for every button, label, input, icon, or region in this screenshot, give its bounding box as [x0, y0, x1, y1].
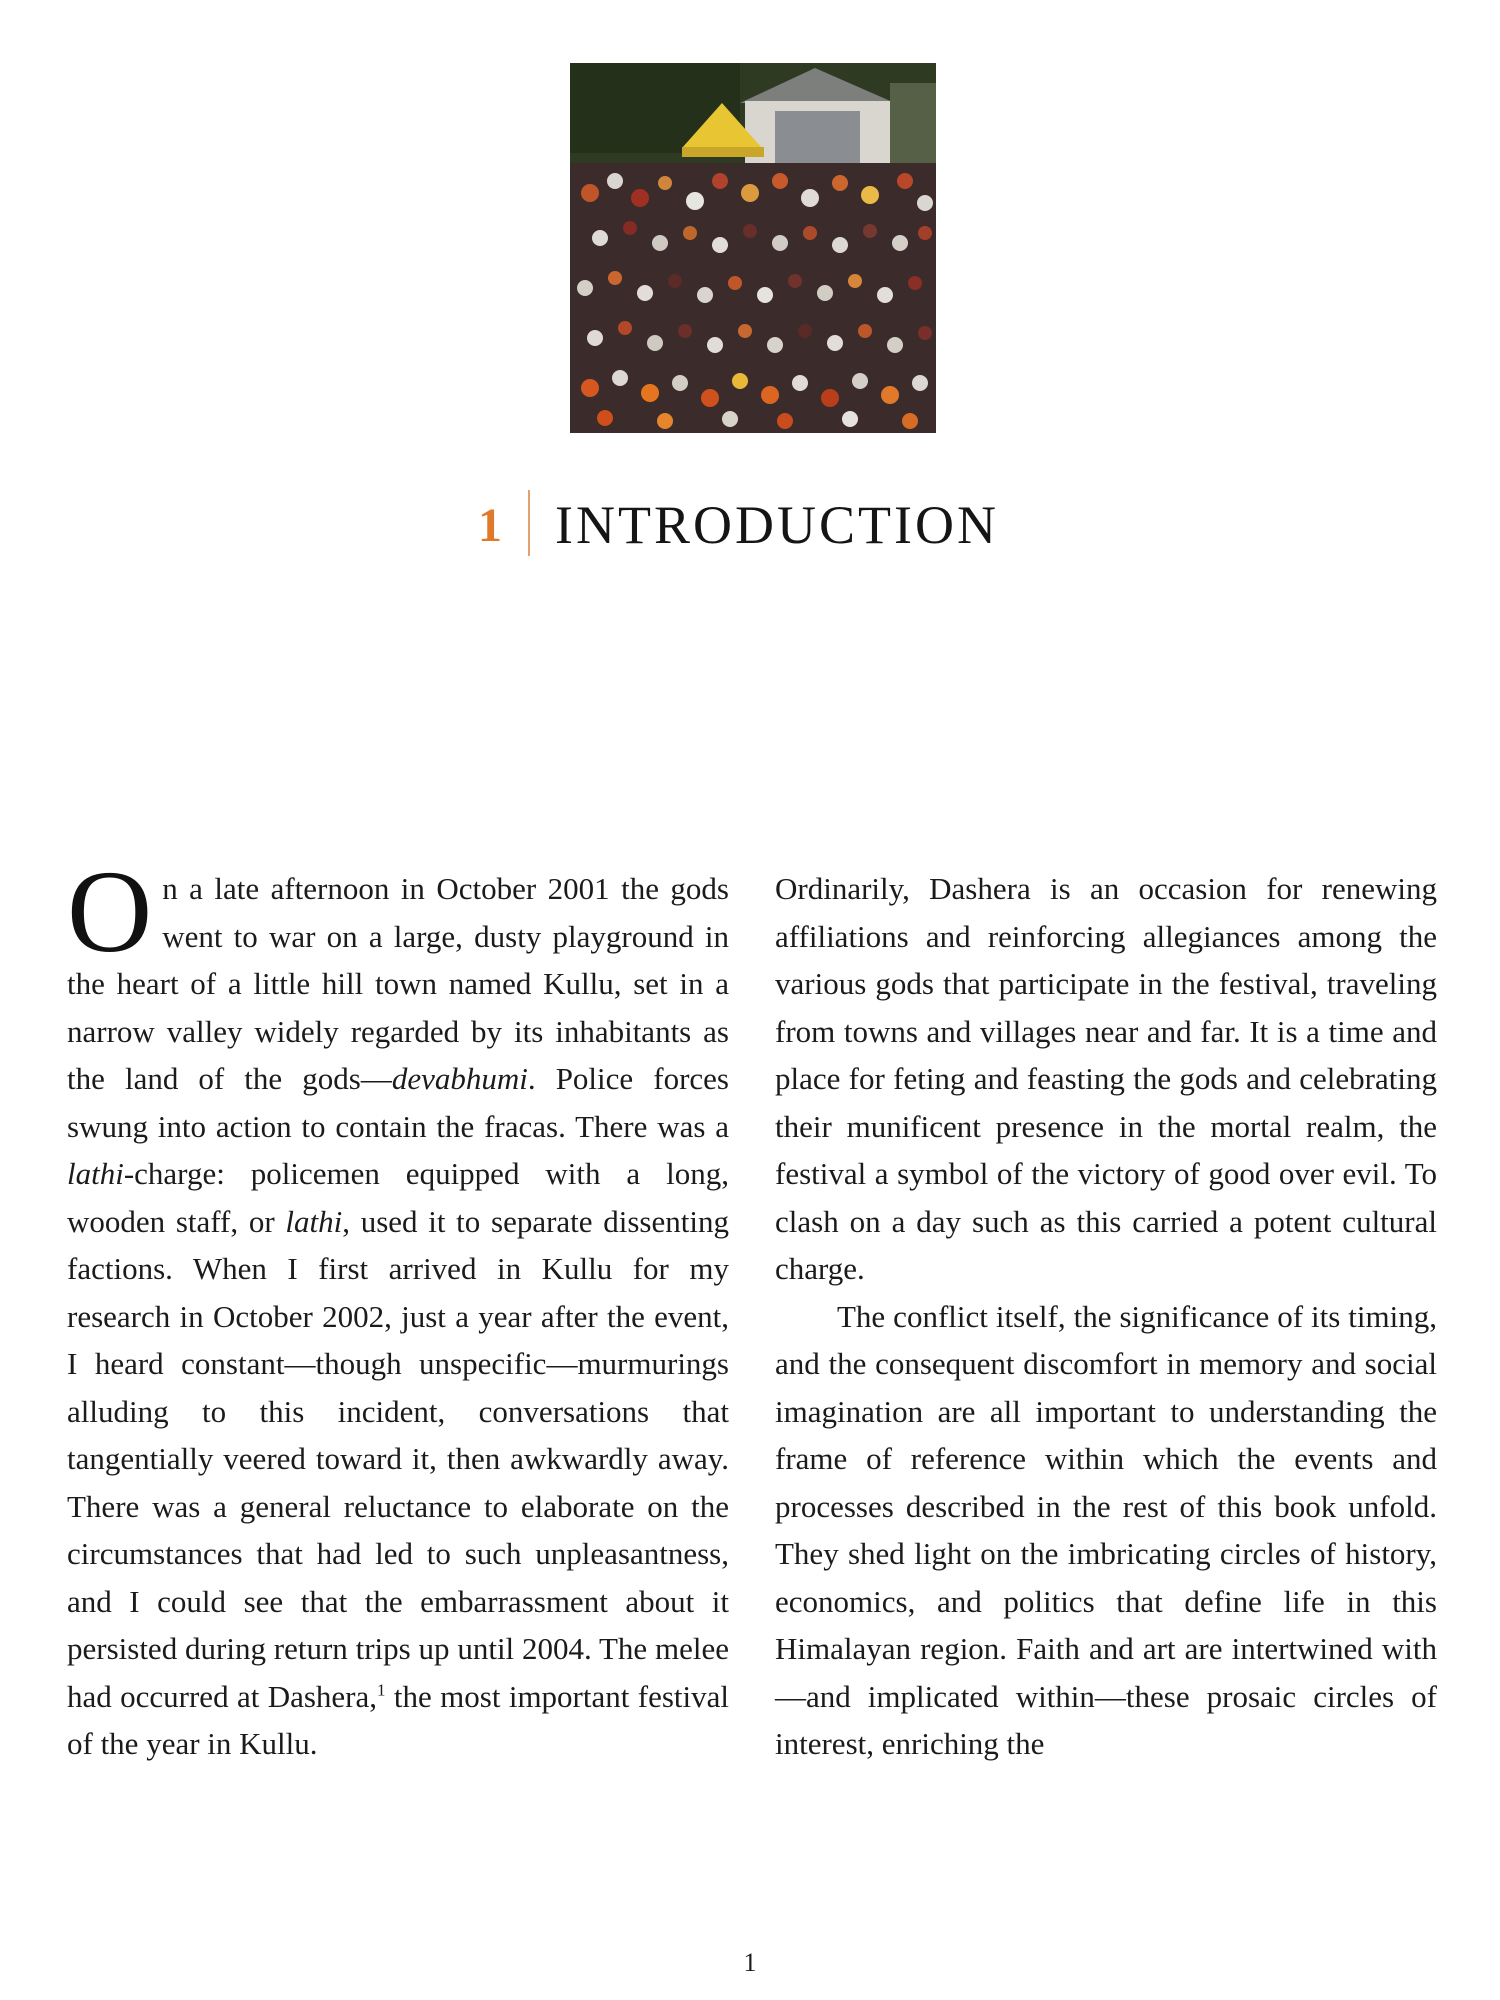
paragraph-conflict: The conflict itself, the significance of its timing, and the consequent discomfort in memory and social imagination are all important to understanding the frame of reference within which the events and processes described in the rest of this book unfold. They shed light on the imbricating circles of history, economics, and politics that define life in this Himalayan region. Faith and art are intertwined with—and implicated within—these prosaic circles of interest, enriching the	[775, 1298, 1437, 1761]
chapter-number: 1	[478, 499, 503, 552]
chapter-heading	[0, 490, 1500, 560]
opening-paragraph: On a late afternoon in October 2001 the gods went to war on a large, dusty playground in the heart of a little hill town named Kullu, set in a narrow valley widely regarded by its inhabitants as the land of the gods—devabhumi. Police forces swung into action to contain the fracas. There was a lathi-charge: policemen equipped with a long, wooden staff, or lathi, used it to separate dissenting factions. When I first arrived in Kullu for my research in October 2002, just a year after the event, I heard constant—though unspecific—murmurings alluding to this incident, conversations that tangentially veered toward it, then awkwardly away. There was a general reluctance to elaborate on the circumstances that had led to such unpleasantness, and I could see that the embarrassment about it persisted during return trips up until 2004. The melee had occurred at Dashera,$^1$ the most important festival of the year in Kullu.	[67, 846, 729, 1761]
paragraph-dashera: Ordinarily, Dashera is an occasion for renewing affiliations and reinforcing allegiances among the various gods that participate in the festival, traveling from towns and villages near and far. It is a time and place for feting and feasting the gods and celebrating their munificent presence in the mortal realm, the festival a symbol of the victory of good over evil. To clash on a day such as this carried a potent cultural charge.	[775, 871, 1437, 1286]
left-text-column	[67, 846, 729, 1768]
footnote-marker[interactable]: 1	[377, 1680, 386, 1700]
page-number: 1	[743, 1948, 757, 1977]
festival-crowd-photo	[570, 63, 936, 433]
drop-cap: O	[67, 846, 153, 977]
chapter-title: INTRODUCTION	[555, 495, 999, 555]
chapter-divider-rule	[528, 490, 530, 556]
right-text-column	[775, 865, 1437, 1768]
